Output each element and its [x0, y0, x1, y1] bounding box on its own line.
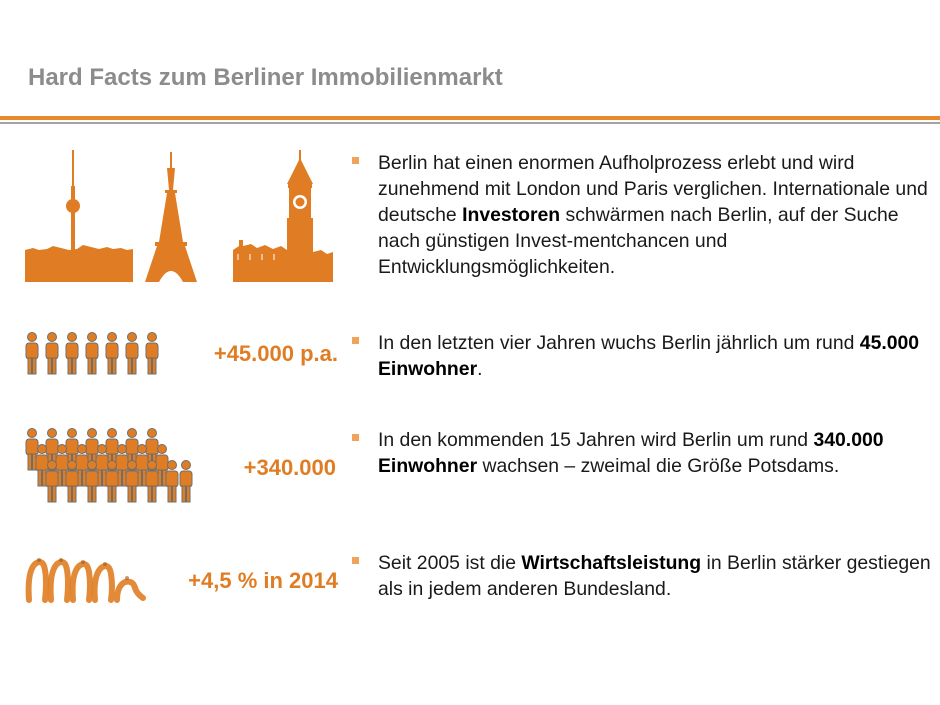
bullet-marker — [352, 434, 359, 441]
bullet-population-growth — [352, 330, 932, 382]
person-crowd-icon — [25, 428, 195, 504]
bullet-marker — [352, 337, 359, 344]
big-ben-icon — [233, 150, 333, 282]
bullet-marker — [352, 157, 359, 164]
growth-figures-icon — [25, 552, 149, 604]
tv-tower-icon — [25, 150, 133, 282]
bullet-text: In den letzten vier Jahren wuchs Berlin jährlich um rund 45.000 Einwohner. — [378, 332, 920, 380]
title-rule-grey — [0, 122, 940, 124]
slide-title: Hard Facts zum Berliner Immobilienmarkt — [28, 64, 503, 91]
eiffel-tower-icon — [145, 152, 197, 282]
person-figure-icon — [25, 332, 165, 376]
bullet-text: In den kommenden 15 Jahren wird Berlin um rund 340.000 Einwohner wachsen – zweimal die Größe Potsdams. — [378, 429, 884, 477]
title-rule-orange — [0, 116, 940, 120]
bullet-population-forecast — [352, 427, 932, 479]
stat-economic-growth: +4,5 % in 2014 — [188, 568, 338, 593]
city-skyline-graphic — [25, 150, 337, 286]
stat-population-15-years: +340.000 — [243, 455, 336, 480]
bullet-economic-output — [352, 550, 932, 602]
bullet-text: Berlin hat einen enormen Aufholprozess erlebt und wird zunehmend mit London und Paris verglichen. Internationale und deutsche Investoren schwärmen nach Berlin, auf der Suche nach günstigen Invest-mentchancen und Entwicklungsmöglichkeiten. — [378, 152, 928, 278]
stat-population-per-year: +45.000 p.a. — [213, 341, 338, 366]
bullet-text: Seit 2005 ist die Wirtschaftsleistung in Berlin stärker gestiegen als in jedem anderen Bundesland. — [378, 552, 931, 600]
bullet-marker — [352, 557, 359, 564]
bullet-investors — [352, 150, 932, 280]
